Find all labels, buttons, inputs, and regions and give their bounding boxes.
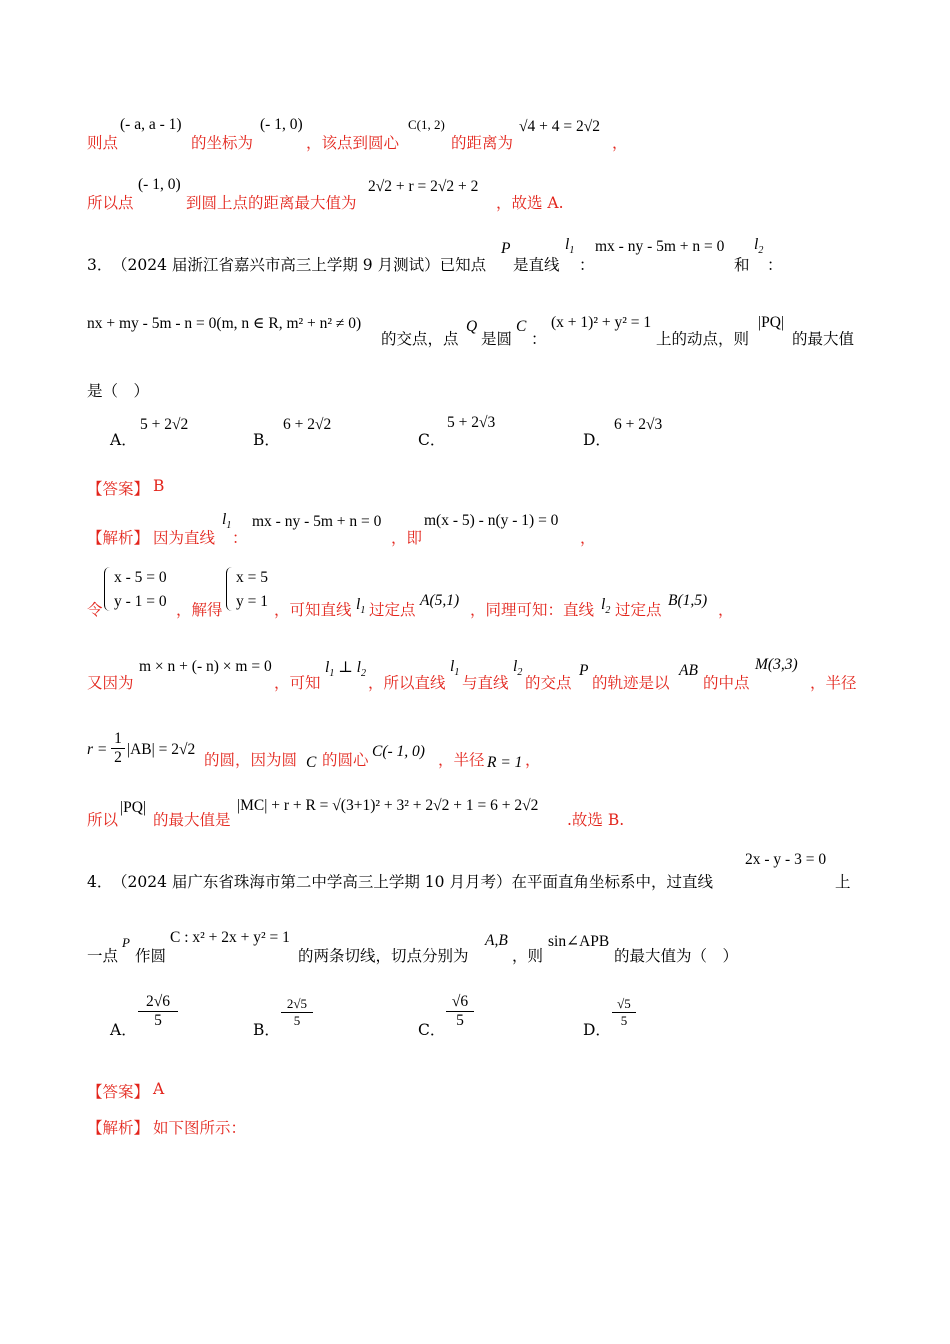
analysis-tag: 【解析】 [87,529,150,547]
analysis-text: 如下图所示： [153,1119,247,1137]
text: 是直线 [513,256,560,274]
text: 的轨迹是以 [592,674,670,692]
text: 的圆心 [322,751,369,769]
line-label: $l_1$ [356,596,366,617]
question-number: 3． [87,256,113,274]
radius: R = 1 [487,754,523,771]
text: 过定点 [615,601,662,619]
text: ， [525,751,541,769]
text: 的圆，因为圆 [204,751,298,769]
text: 的距离为 [451,134,514,152]
option-c-label[interactable]: C． [418,431,446,449]
text: 的交点，点 [381,330,459,348]
text: ， [580,529,596,547]
text: 的最大值为（ ） [614,947,739,965]
answer-value: A [153,1080,165,1098]
segment: AB [679,662,698,679]
text: 的最大值是 [153,811,231,829]
text: 和 [734,256,750,274]
point-label: P [122,935,130,950]
question-source: （2024 届广东省珠海市第二中学高三上学期 10 月月考）在平面直角坐标系中，过直线 [112,873,713,891]
equation-system: x = 5 y = 1 [226,567,286,613]
equation: mx - ny - 5m + n = 0 [252,513,382,530]
option-c-label[interactable]: C． [418,1021,446,1039]
point-label: P [579,662,589,679]
equation: m × n + (- n) × m = 0 [139,658,272,675]
line-label: $l_1$ [450,658,460,679]
text: ， [612,134,628,152]
segment: |PQ| [120,799,147,816]
text: ： [232,529,248,547]
point-a: A(5,1) [420,592,460,609]
math-point: (- 1, 0) [260,116,303,133]
text: ，所以直线 [368,674,446,692]
text: .故选 B. [567,811,625,829]
option-d-label[interactable]: D． [583,431,611,449]
text: ： [531,330,547,348]
equation: (x + 1)² + y² = 1 [551,314,652,331]
line-label: $l_2$ [513,658,523,679]
option-b-value[interactable]: $\frac{2√5}{5}$ [281,996,313,1029]
radius-label: r = [87,741,108,758]
text: 所以点 [87,194,134,212]
text: 因为直线 [153,529,216,547]
text: 与直线 [462,674,509,692]
line-label: $l_2$ [601,596,611,617]
math-point: (- a, a - 1) [120,116,182,133]
text: ，可知 [274,674,321,692]
text: ，该点到圆心 [306,134,400,152]
center: C(- 1, 0) [372,743,425,760]
expression: sin∠APB [548,933,610,950]
option-a-value[interactable]: 5 + 2√2 [140,416,189,433]
equation: m(x - 5) - n(y - 1) = 0 [424,512,559,529]
equation: |AB| = 2√2 [127,741,196,758]
option-d-value[interactable]: 6 + 2√3 [614,416,663,433]
text: 是圆 [481,330,513,348]
circle-label: C [306,754,317,771]
text: 则点 [87,134,119,152]
equation-system: x - 5 = 0 y - 1 = 0 [104,567,184,613]
text: ，同理可知：直线 [470,601,595,619]
equation: C : x² + 2x + y² = 1 [170,929,290,946]
analysis-tag: 【解析】 [87,1119,150,1137]
text: ，可知直线 [274,601,352,619]
text: ，故选 A. [496,194,564,212]
point-b: B(1,5) [668,592,708,609]
text: ，半径 [810,674,857,692]
math-center: C(1, 2) [408,117,445,132]
text: 令 [87,601,103,619]
option-d-value[interactable]: $\frac{√5}{5}$ [612,996,636,1029]
answer-tag: 【答案】 [87,1083,150,1101]
equation: 2x - y - 3 = 0 [745,851,827,868]
text: 上的动点，则 [656,330,750,348]
math-expression: 2√2 + r = 2√2 + 2 [368,178,479,195]
text: ， [718,601,734,619]
text: 作圆 [135,947,167,965]
option-a-label[interactable]: A． [110,1021,137,1039]
option-d-label[interactable]: D． [583,1021,611,1039]
option-a-value[interactable]: $\frac{2√6}{5}$ [138,993,178,1030]
text: ，半径 [438,751,485,769]
question-source: （2024 届浙江省嘉兴市高三上学期 9 月测试）已知点 [112,256,487,274]
midpoint: M(3,3) [755,656,798,673]
answer-value: B [153,477,165,495]
tangent-points: A,B [485,932,508,949]
question-number: 4． [87,873,113,891]
point-label: Q [466,318,478,335]
point-label: P [501,240,511,257]
fraction: $\frac{1}{2}$ [111,730,125,767]
option-b-value[interactable]: 6 + 2√2 [283,416,332,433]
option-a-label[interactable]: A． [110,431,137,449]
line-label: $l_2$ [754,236,764,257]
answer-tag: 【答案】 [87,480,150,498]
line-label: $l_1$ [222,511,232,532]
text: 的中点 [703,674,750,692]
text: 的两条切线，切点分别为 [298,947,469,965]
option-c-value[interactable]: $\frac{√6}{5}$ [446,993,474,1030]
text: 是（ ） [87,382,150,400]
text: 又因为 [87,674,134,692]
text: 的最大值 [792,330,855,348]
line-label: $l_1$ [565,236,575,257]
equation: |MC| + r + R = √(3+1)² + 3² + 2√2 + 1 = 6 + 2√2 [237,797,539,814]
text: ，解得 [176,601,223,619]
perpendicular: $l_1$ ⊥ $l_2$ [325,659,366,680]
text: ： [579,256,595,274]
option-c-value[interactable]: 5 + 2√3 [447,414,496,431]
text: ，则 [512,947,544,965]
text: 的交点 [525,674,572,692]
circle-label: C [516,318,527,335]
text: 一点 [87,947,119,965]
equation: nx + my - 5m - n = 0(m, n ∈ R, m² + n² ≠ 0) [87,315,362,332]
math-point: (- 1, 0) [138,176,181,193]
text: 到圆上点的距离最大值为 [186,194,357,212]
segment: |PQ| [758,314,785,331]
text: ，即 [391,529,423,547]
text: 所以 [87,811,119,829]
text: 过定点 [369,601,416,619]
option-b-label[interactable]: B． [253,1021,280,1039]
text: 上 [835,873,851,891]
equation: mx - ny - 5m + n = 0 [595,238,725,255]
math-distance: √4 + 4 = 2√2 [519,118,600,135]
text: 的坐标为 [191,134,254,152]
text: ： [767,256,783,274]
option-b-label[interactable]: B． [253,431,280,449]
